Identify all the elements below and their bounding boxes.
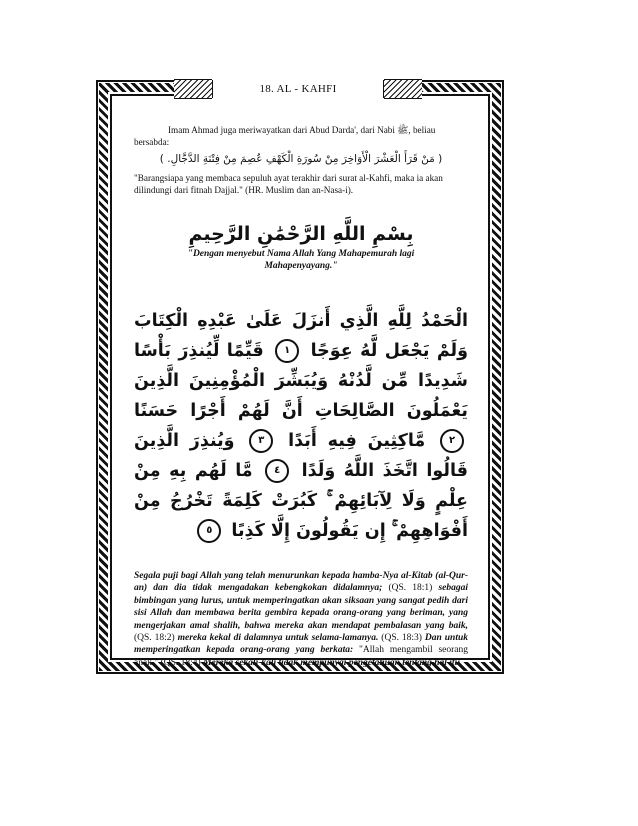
verse-number-marker: ١ xyxy=(275,339,299,363)
verse-text: مَّاكِثِينَ فِيهِ أَبَدًا xyxy=(288,431,426,451)
meaning-quote: "Allah mengambil seorang anak." xyxy=(134,645,468,668)
page-content xyxy=(134,124,468,669)
quran-verses xyxy=(134,306,468,546)
verse-number-marker: ٤ xyxy=(265,459,289,483)
page-frame xyxy=(96,80,504,674)
verse-number-marker: ٣ xyxy=(249,429,273,453)
verse-reference: (QS. 18:2) xyxy=(134,633,175,644)
basmala-translation: "Dengan menyebut Nama Allah Yang Mahapemurah lagi Mahapenyayang." xyxy=(187,249,415,271)
meaning-part: mereka kekal di dalamnya untuk selama-lamanya. xyxy=(177,633,379,644)
intro-paragraph: Imam Ahmad juga meriwayatkan dari Abud Darda', dari Nabi ﷺ, beliau bersabda: xyxy=(134,125,436,147)
verse-text: قَيِّمًا لِّيُنذِرَ بَأْسًا شَدِيدًا مِّن لَّدُنْهُ وَيُبَشِّرَ الْمُؤْمِنِينَ الَّذِينَ يَعْمَلُونَ الصَّالِحَاتِ أَنَّ لَهُمْ أَجْرًا حَسَنًا xyxy=(134,341,468,421)
meaning-part: sebagai bimbingan yang lurus, untuk memperingatkan akan siksaan yang sangat pedih dari sisi Allah dan membawa berita gembira kepada orang-orang yang beriman, yang mengerjakan amal shalih, bahwa mereka akan mendapat pembalasan yang baik, xyxy=(134,583,469,631)
verse-number-marker: ٢ xyxy=(440,429,464,453)
verse-reference: (QS. 18:1) xyxy=(388,583,433,594)
verse-number-marker: ٥ xyxy=(197,519,221,543)
hadith-translation: "Barangsiapa yang membaca sepuluh ayat terakhir dari surat al-Kahfi, maka ia akan dilindungi dari fitnah Dajjal." (HR. Muslim dan an-Nasa-i). xyxy=(134,173,443,195)
hadith-arabic: ( مَنْ قَرَأَ الْعَشْرَ الْأَوَاخِرَ مِنْ سُورَةِ الْكَهْفِ عُصِمَ مِنْ فِتْنَةِ الدَّجَّالِ. ) xyxy=(159,153,443,165)
chapter-title: 18. AL - KAHFI xyxy=(212,80,384,98)
header-ornament-right xyxy=(384,79,422,99)
verse-reference: (QS. 18:4) xyxy=(160,657,201,668)
meaning-part: Mereka sekali-kali tidak mempunyai pengetahuan tentang hal itu, xyxy=(203,657,463,668)
verse-text: الْحَمْدُ لِلَّهِ الَّذِي أَنزَلَ عَلَىٰ عَبْدِهِ الْكِتَابَ وَلَمْ يَجْعَل لَّهُ عِوَجًا xyxy=(134,311,469,361)
chapter-header xyxy=(174,78,422,100)
meaning-part: Segala puji bagi Allah yang telah menurunkan kepada hamba-Nya al-Kitab (al-Qur-an) dan dia tidak mengadakan kebengkokan didalamnya; xyxy=(134,571,468,594)
verse-text: وَيُنذِرَ الَّذِينَ قَالُوا اتَّخَذَ اللَّهُ وَلَدًا xyxy=(134,431,468,481)
verse-meaning xyxy=(134,570,468,669)
basmala-arabic: بِسْمِ اللَّهِ الرَّحْمَٰنِ الرَّحِيمِ xyxy=(188,223,414,245)
verse-text: مَّا لَهُم بِهِ مِنْ عِلْمٍ وَلَا لِآبَائِهِمْ ۚ كَبُرَتْ كَلِمَةً تَخْرُجُ مِنْ أَفْوَاهِهِمْ ۚ إِن يَقُولُونَ إِلَّا كَذِبًا xyxy=(134,461,468,541)
verse-reference: (QS. 18:3) xyxy=(381,633,422,644)
meaning-part: Dan untuk memperingatkan kepada orang-orang yang berkata: xyxy=(134,633,468,656)
header-ornament-left xyxy=(174,79,212,99)
